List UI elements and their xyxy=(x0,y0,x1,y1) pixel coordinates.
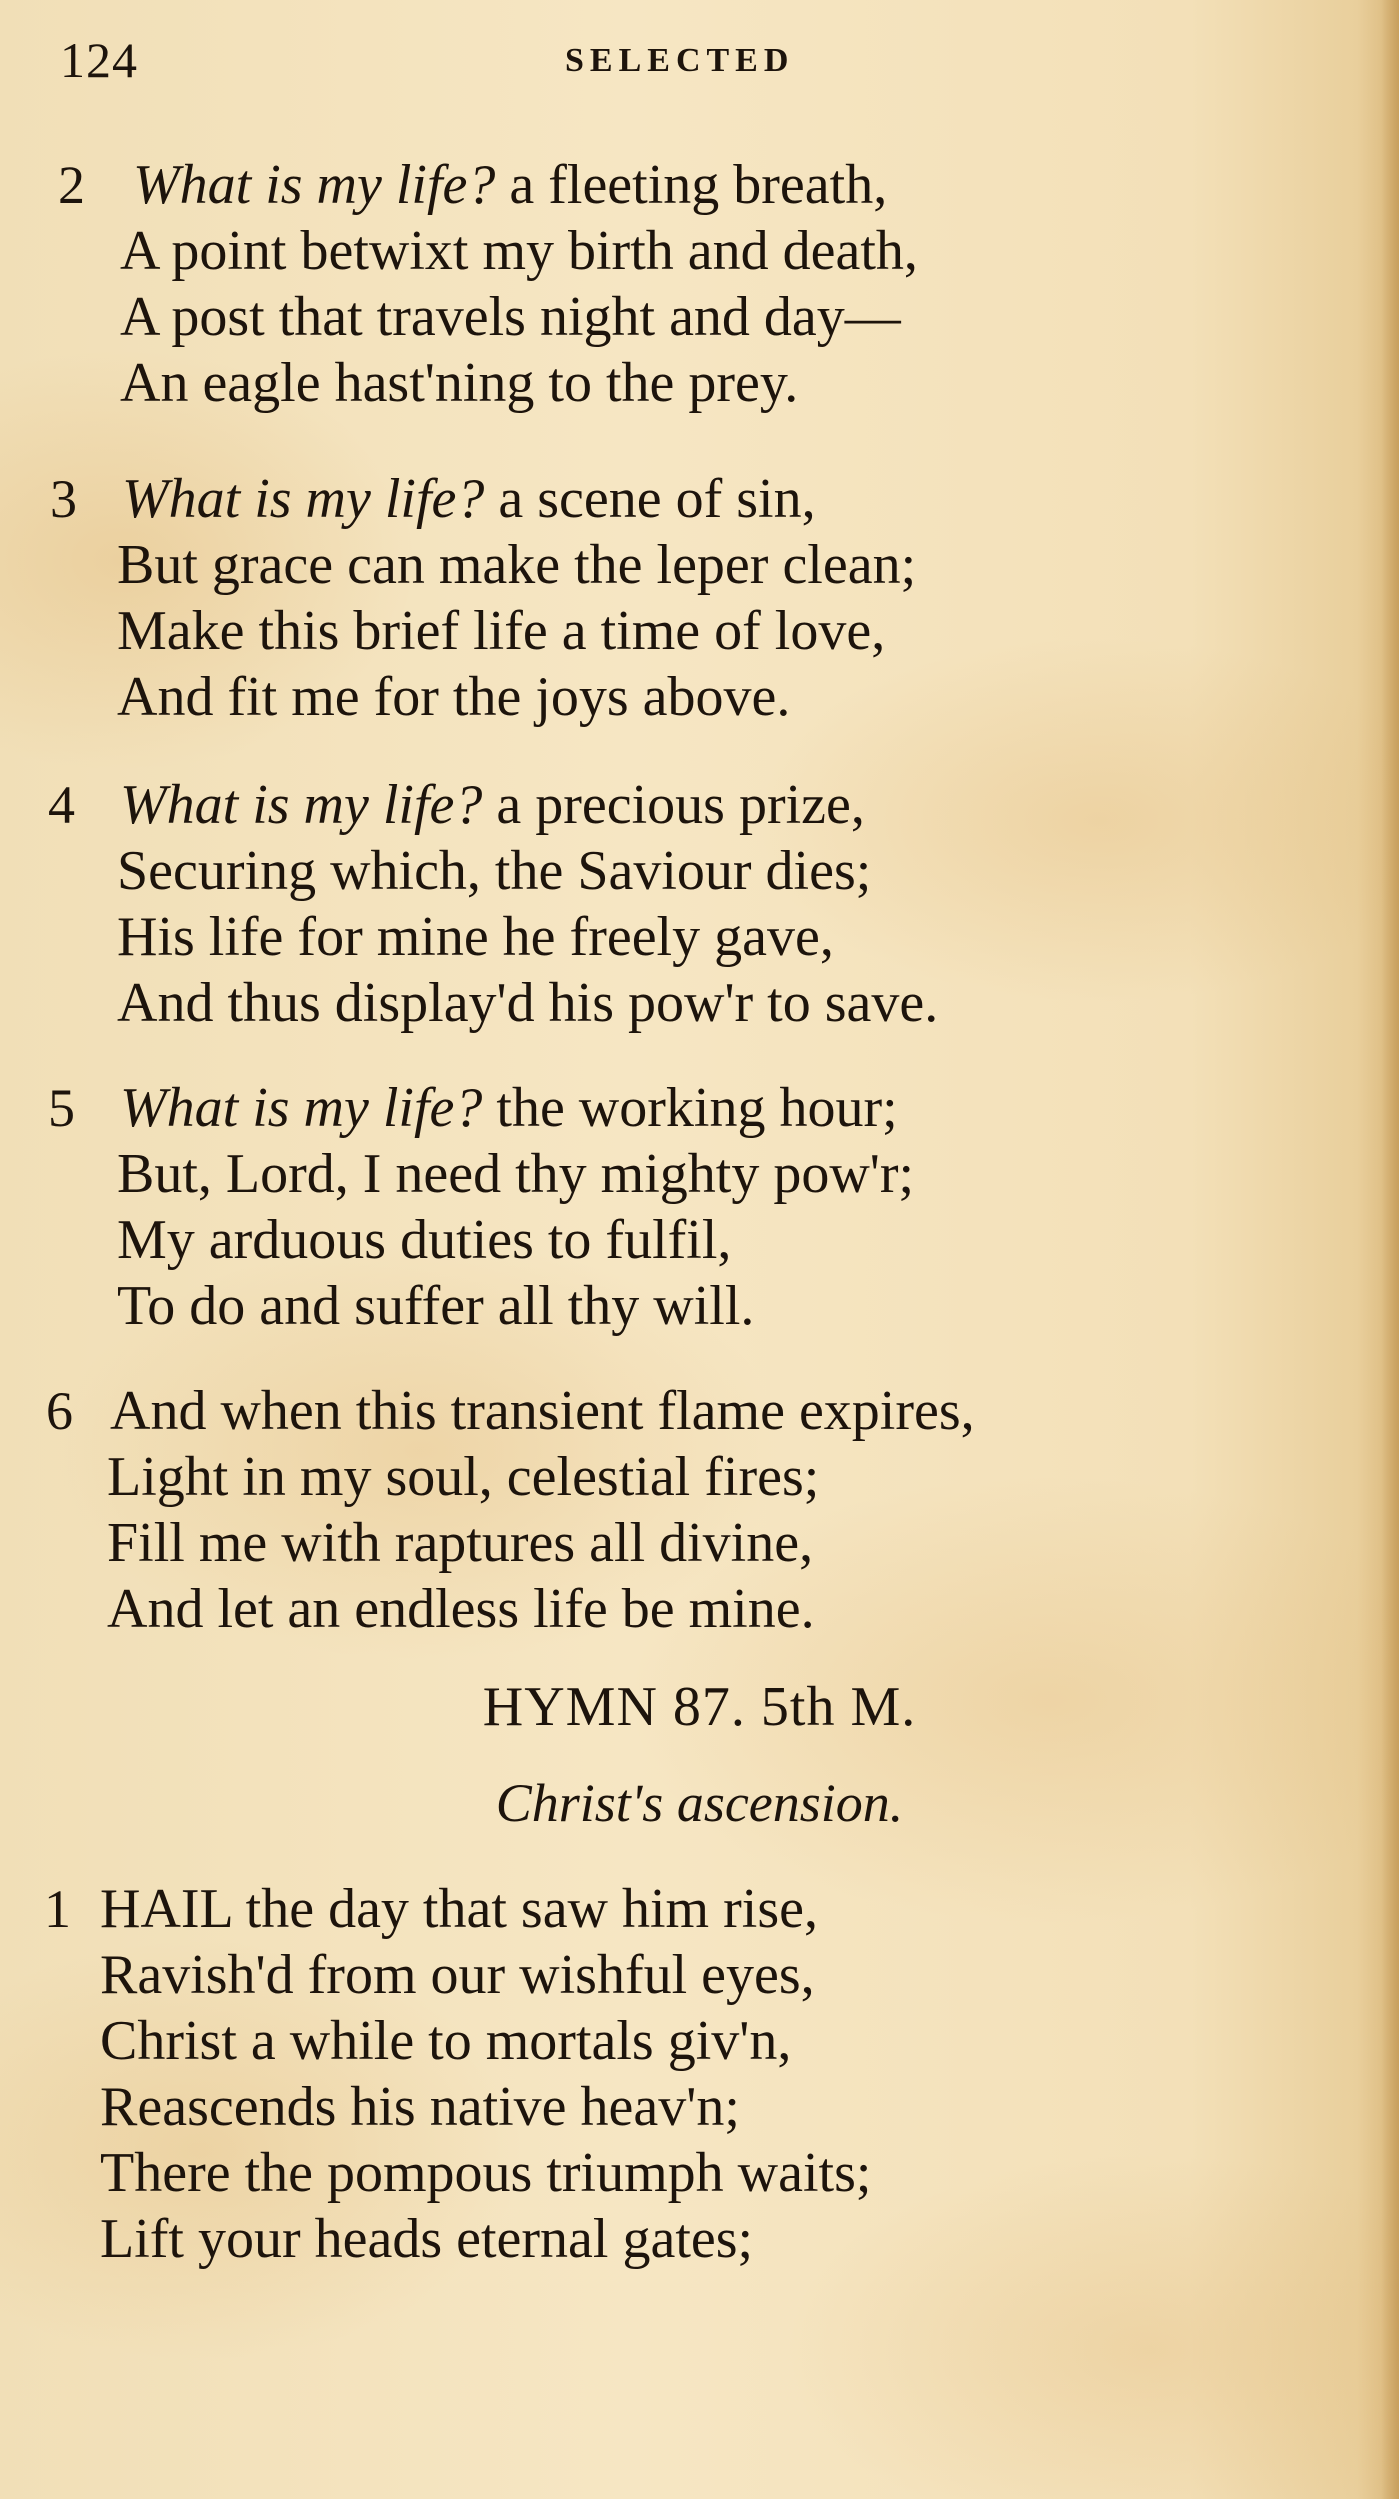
verse-line: And thus display'd his pow'r to save. xyxy=(117,972,939,1034)
verse-line: What is my life? a fleeting breath, xyxy=(133,154,888,216)
verse-line: My arduous duties to fulfil, xyxy=(117,1209,732,1271)
verse-line: And when this transient flame expires, xyxy=(110,1380,975,1442)
verse-line: A point betwixt my birth and death, xyxy=(120,220,918,282)
stanza-number: 6 xyxy=(46,1381,73,1441)
verse-line: HAIL the day that saw him rise, xyxy=(100,1878,818,1940)
verse-line: What is my life? a precious prize, xyxy=(120,774,865,836)
verse-line: But, Lord, I need thy mighty pow'r; xyxy=(117,1143,915,1205)
verse-line: Make this brief life a time of love, xyxy=(117,600,886,662)
verse-line: Lift your heads eternal gates; xyxy=(100,2208,754,2270)
stanza-number: 5 xyxy=(48,1078,75,1138)
verse-line: There the pompous triumph waits; xyxy=(100,2142,872,2204)
hymn-subtitle: Christ's ascension. xyxy=(495,1773,904,1833)
running-head: SELECTED xyxy=(565,42,795,79)
verse-line: And fit me for the joys above. xyxy=(117,666,791,728)
verse-line: But grace can make the leper clean; xyxy=(117,534,917,596)
stanza-number: 4 xyxy=(48,775,75,835)
verse-line: Securing which, the Saviour dies; xyxy=(117,840,872,902)
verse-line: A post that travels night and day— xyxy=(120,286,901,348)
verse-line: To do and suffer all thy will. xyxy=(117,1275,755,1337)
page-edge-shadow xyxy=(1381,0,1399,2499)
stanza-number: 3 xyxy=(50,469,77,529)
verse-line: His life for mine he freely gave, xyxy=(117,906,834,968)
verse-line: What is my life? a scene of sin, xyxy=(122,468,816,530)
stanza-number: 1 xyxy=(44,1879,71,1939)
verse-line: Light in my soul, celestial fires; xyxy=(107,1446,820,1508)
stanza-number: 2 xyxy=(58,155,85,215)
page-number: 124 xyxy=(60,32,138,88)
verse-line: What is my life? the working hour; xyxy=(120,1077,898,1139)
verse-line: An eagle hast'ning to the prey. xyxy=(120,352,799,414)
verse-line: Fill me with raptures all divine, xyxy=(107,1512,814,1574)
hymn-title: HYMN 87. 5th M. xyxy=(482,1676,917,1738)
verse-line: Ravish'd from our wishful eyes, xyxy=(100,1944,815,2006)
page-header xyxy=(0,30,1399,90)
verse-line: Christ a while to mortals giv'n, xyxy=(100,2010,792,2072)
verse-line: Reascends his native heav'n; xyxy=(100,2076,740,2138)
verse-line: And let an endless life be mine. xyxy=(107,1578,815,1640)
